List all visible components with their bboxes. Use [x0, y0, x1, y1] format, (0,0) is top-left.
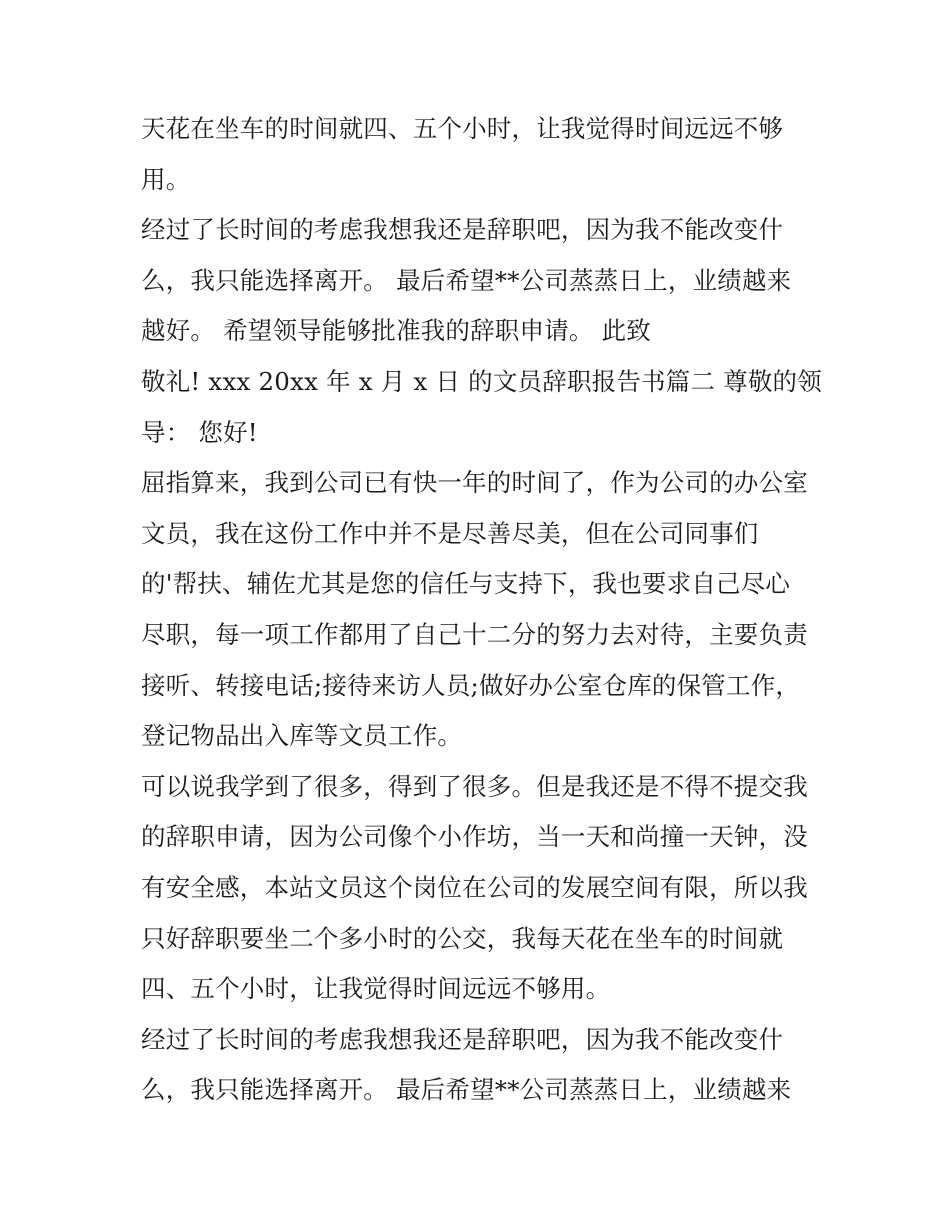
text-line: 导： 您好!	[141, 417, 258, 447]
text-line: 越好。 希望领导能够批准我的辞职申请。 此致	[141, 316, 651, 346]
text-line: 四、五个小时，让我觉得时间远远不够用。	[141, 974, 611, 1004]
text-line: 的'帮扶、辅佐尤其是您的信任与支持下，我也要求自己尽心	[141, 569, 791, 599]
text-line: 登记物品出入库等文员工作。	[141, 721, 463, 751]
text-line: 经过了长时间的考虑我想我还是辞职吧，因为我不能改变什	[141, 215, 784, 245]
text-line: 文员，我在这份工作中并不是尽善尽美，但在公司同事们	[141, 518, 759, 548]
text-line: 屈指算来，我到公司已有快一年的时间了，作为公司的办公室	[141, 468, 808, 498]
text-line: 接听、转接电话;接待来访人员;做好办公室仓库的保管工作，	[141, 670, 801, 700]
text-line: 可以说我学到了很多，得到了很多。但是我还是不得不提交我	[141, 771, 808, 801]
text-line: 么，我只能选择离开。 最后希望**公司蒸蒸日上，业绩越来	[141, 1075, 792, 1105]
text-line: 敬礼! xxx 20xx 年 x 月 x 日 的文员辞职报告书篇二 尊敬的领	[141, 366, 822, 396]
text-line: 天花在坐车的时间就四、五个小时，让我觉得时间远远不够	[141, 114, 784, 143]
document-body	[141, 104, 821, 1116]
text-line: 用。	[141, 164, 191, 194]
text-line: 么，我只能选择离开。 最后希望**公司蒸蒸日上，业绩越来	[141, 265, 792, 295]
text-line: 有安全感，本站文员这个岗位在公司的发展空间有限，所以我	[141, 872, 808, 902]
text-line: 经过了长时间的考虑我想我还是辞职吧，因为我不能改变什	[141, 1024, 784, 1054]
text-line: 只好辞职要坐二个多小时的公交，我每天花在坐车的时间就	[141, 923, 784, 953]
text-line: 的辞职申请，因为公司像个小作坊，当一天和尚撞一天钟，没	[141, 822, 808, 852]
text-line: 尽职，每一项工作都用了自己十二分的努力去对待，主要负责	[141, 619, 808, 649]
